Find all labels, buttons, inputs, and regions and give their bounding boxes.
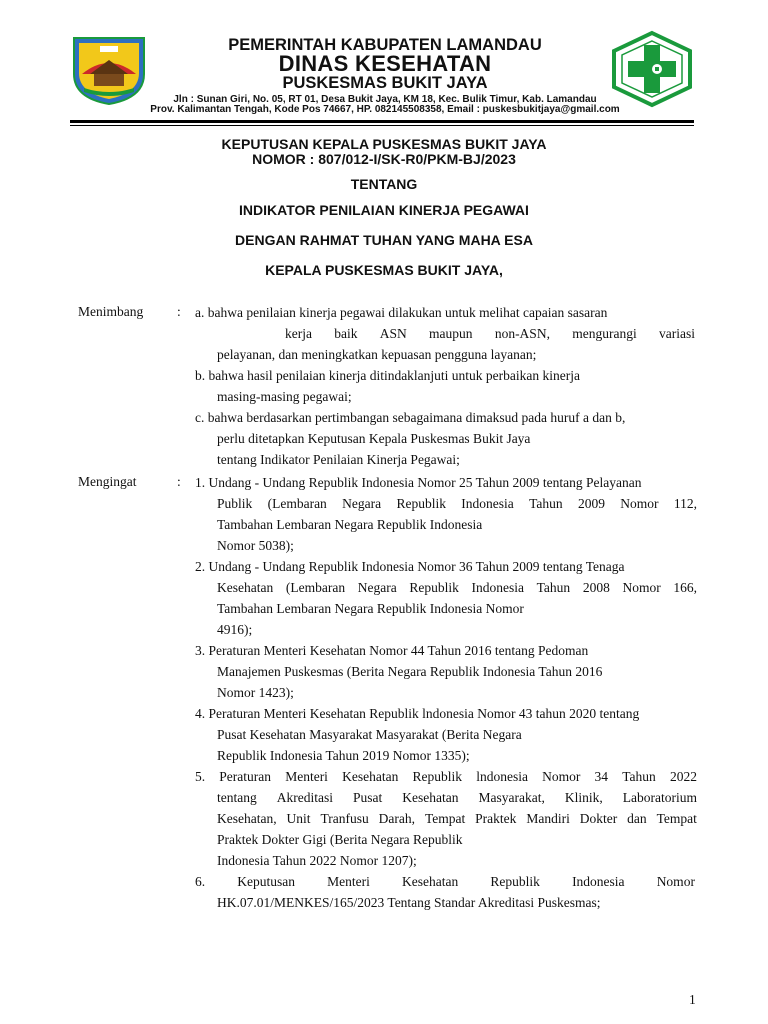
- tentang-heading: TENTANG: [350, 176, 418, 192]
- page-number: 1: [689, 992, 696, 1007]
- letterhead-government: PEMERINTAH KABUPATEN LAMANDAU: [228, 36, 542, 54]
- menimbang-c-line-1: c. bahwa berdasarkan pertimbangan sebagaimana dimaksud pada huruf a dan b,: [195, 410, 626, 425]
- mengingat-4-line-3: Republik Indonesia Tahun 2019 Nomor 1335);: [217, 748, 470, 763]
- menimbang-a-line-3: pelayanan, dan meningkatkan kepuasan pengguna layanan;: [217, 347, 537, 362]
- letterhead-divider-thin: [70, 125, 694, 126]
- mengingat-3-line-1: 3. Peraturan Menteri Kesehatan Nomor 44 Tahun 2016 tentang Pedoman: [195, 643, 589, 658]
- mengingat-colon: :: [177, 474, 181, 489]
- letterhead-divider-thick: [70, 120, 694, 123]
- menimbang-c-line-2: perlu ditetapkan Keputusan Kepala Puskesmas Bukit Jaya: [217, 431, 531, 446]
- menimbang-label: Menimbang: [78, 304, 144, 319]
- mengingat-5-line-3: Kesehatan, Unit Tranfusu Darah, Tempat Praktek Mandiri Dokter dan Tempat: [217, 811, 697, 826]
- mengingat-label: Mengingat: [78, 474, 137, 489]
- mengingat-4-line-1: 4. Peraturan Menteri Kesehatan Republik lndonesia Nomor 43 tahun 2020 tentang: [195, 706, 640, 721]
- mengingat-1-line-4: Nomor 5038);: [217, 538, 294, 553]
- mengingat-5-line-4: Praktek Dokter Gigi (Berita Negara Republik: [217, 832, 463, 847]
- letterhead-agency: DINAS KESEHATAN: [278, 51, 492, 76]
- menimbang-a-line-1: a. bahwa penilaian kinerja pegawai dilakukan untuk melihat capaian sasaran: [195, 305, 608, 320]
- mengingat-3-line-3: Nomor 1423);: [217, 685, 294, 700]
- letterhead-institution: PUSKESMAS BUKIT JAYA: [282, 74, 488, 92]
- menimbang-b-line-2: masing-masing pegawai;: [217, 389, 352, 404]
- menimbang-a-line-2: kerja baik ASN maupun non-ASN, mengurangi variasi: [285, 326, 695, 341]
- mengingat-6-line-1: 6. Keputusan Menteri Kesehatan Republik Indonesia Nomor: [195, 874, 695, 889]
- mengingat-1-line-1: 1. Undang - Undang Republik Indonesia Nomor 25 Tahun 2009 tentang Pelayanan: [195, 475, 642, 490]
- kepala-heading: KEPALA PUSKESMAS BUKIT JAYA,: [265, 262, 503, 278]
- mengingat-6-line-2: HK.07.01/MENKES/165/2023 Tentang Standar Akreditasi Puskesmas;: [217, 895, 601, 910]
- mengingat-5-line-2: tentang Akreditasi Pusat Kesehatan Masyarakat, Klinik, Laboratorium: [217, 790, 697, 805]
- letterhead-address-line-2: Prov. Kalimantan Tengah, Kode Pos 74667, HP. 082145508358, Email : puskesbukitjaya@gmail.com: [150, 104, 620, 115]
- menimbang-c-line-3: tentang Indikator Penilaian Kinerja Pegawai;: [217, 452, 460, 467]
- rahmat-heading: DENGAN RAHMAT TUHAN YANG MAHA ESA: [235, 232, 533, 248]
- decree-number: NOMOR : 807/012-I/SK-R0/PKM-BJ/2023: [252, 151, 516, 167]
- decree-title: KEPUTUSAN KEPALA PUSKESMAS BUKIT JAYA: [221, 136, 547, 152]
- decree-subject: INDIKATOR PENILAIAN KINERJA PEGAWAI: [239, 202, 529, 218]
- mengingat-5-line-1: 5. Peraturan Menteri Kesehatan Republik lndonesia Nomor 34 Tahun 2022: [195, 769, 697, 784]
- mengingat-3-line-2: Manajemen Puskesmas (Berita Negara Republik Indonesia Tahun 2016: [217, 664, 603, 679]
- letterhead-address-line-1: Jln : Sunan Giri, No. 05, RT 01, Desa Bukit Jaya, KM 18, Kec. Bulik Timur, Kab. Lamandau: [173, 94, 597, 105]
- puskesmas-logo: [611, 30, 693, 108]
- menimbang-colon: :: [177, 304, 181, 319]
- menimbang-b-line-1: b. bahwa hasil penilaian kinerja ditindaklanjuti untuk perbaikan kinerja: [195, 368, 581, 383]
- mengingat-2-line-4: 4916);: [217, 622, 253, 637]
- mengingat-1-line-2: Publik (Lembaran Negara Republik Indonesia Tahun 2009 Nomor 112,: [217, 496, 697, 511]
- mengingat-4-line-2: Pusat Kesehatan Masyarakat Masyarakat (Berita Negara: [217, 727, 522, 742]
- mengingat-5-line-5: Indonesia Tahun 2022 Nomor 1207);: [217, 853, 417, 868]
- mengingat-1-line-3: Tambahan Lembaran Negara Republik Indonesia: [217, 517, 483, 532]
- mengingat-2-line-3: Tambahan Lembaran Negara Republik Indonesia Nomor: [217, 601, 524, 616]
- mengingat-2-line-1: 2. Undang - Undang Republik Indonesia Nomor 36 Tahun 2009 tentang Tenaga: [195, 559, 625, 574]
- mengingat-2-line-2: Kesehatan (Lembaran Negara Republik Indonesia Tahun 2008 Nomor 166,: [217, 580, 697, 595]
